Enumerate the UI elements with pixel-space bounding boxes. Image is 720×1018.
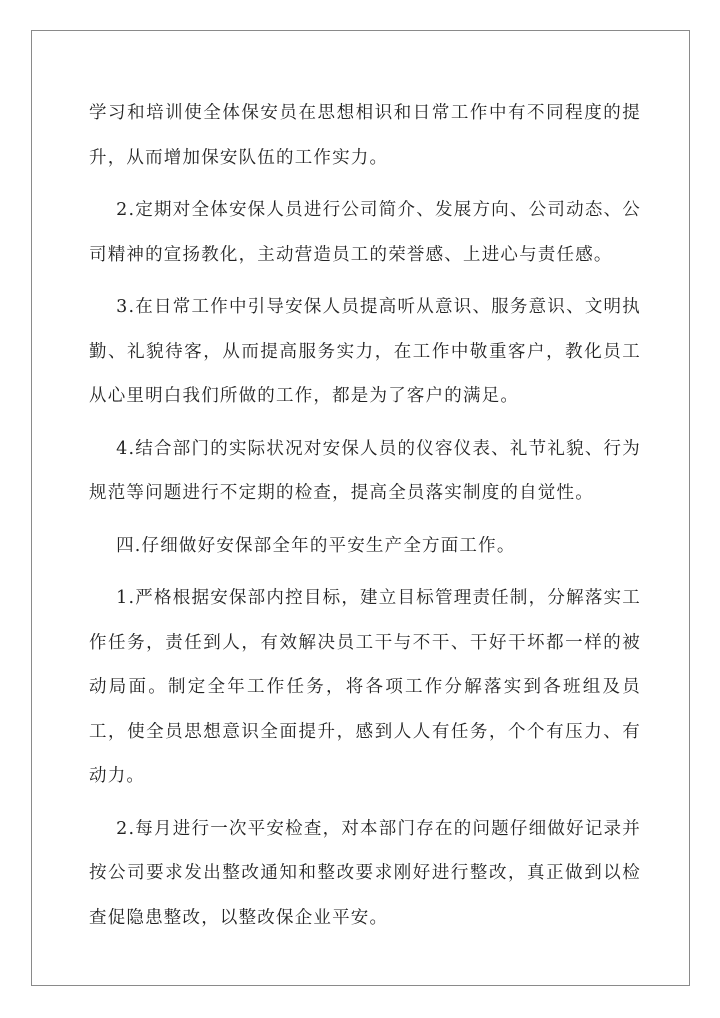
document-body [89, 91, 641, 948]
section-heading-4: 四.仔细做好安保部全年的平安生产全方面工作。 [89, 535, 516, 556]
paragraph-training-continuation: 学习和培训使全体保安员在思想相识和日常工作中有不同程度的提升，从而增加保安队伍的工作实力。 [89, 103, 641, 168]
paragraph-item-1-responsibility: 1.严格根据安保部内控目标，建立目标管理责任制，分解落实工作任务，责任到人，有效解决员工干与不干、干好干坏都一样的被动局面。制定全年工作任务，将各项工作分解落实到各班组及员工，使全员思想意识全面提升，感到人人有任务，个个有压力、有动力。 [89, 588, 641, 786]
paragraph-item-2-monthly-check: 2.每月进行一次平安检查，对本部门存在的问题仔细做好记录并按公司要求发出整改通知和整改要求刚好进行整改，真正做到以检查促隐患整改，以整改保企业平安。 [89, 818, 641, 928]
paragraph-item-3-service-awareness: 3.在日常工作中引导安保人员提高听从意识、服务意识、文明执勤、礼貌待客，从而提高服务实力，在工作中敬重客户，教化员工从心里明白我们所做的工作，都是为了客户的满足。 [89, 297, 641, 406]
paragraph-item-2-company-education: 2.定期对全体安保人员进行公司简介、发展方向、公司动态、公司精神的宣扬教化，主动营造员工的荣誉感、上进心与责任感。 [89, 200, 641, 265]
paragraph-item-4-inspection: 4.结合部门的实际状况对安保人员的仪容仪表、礼节礼貌、行为规范等问题进行不定期的检查，提高全员落实制度的自觉性。 [89, 438, 641, 503]
